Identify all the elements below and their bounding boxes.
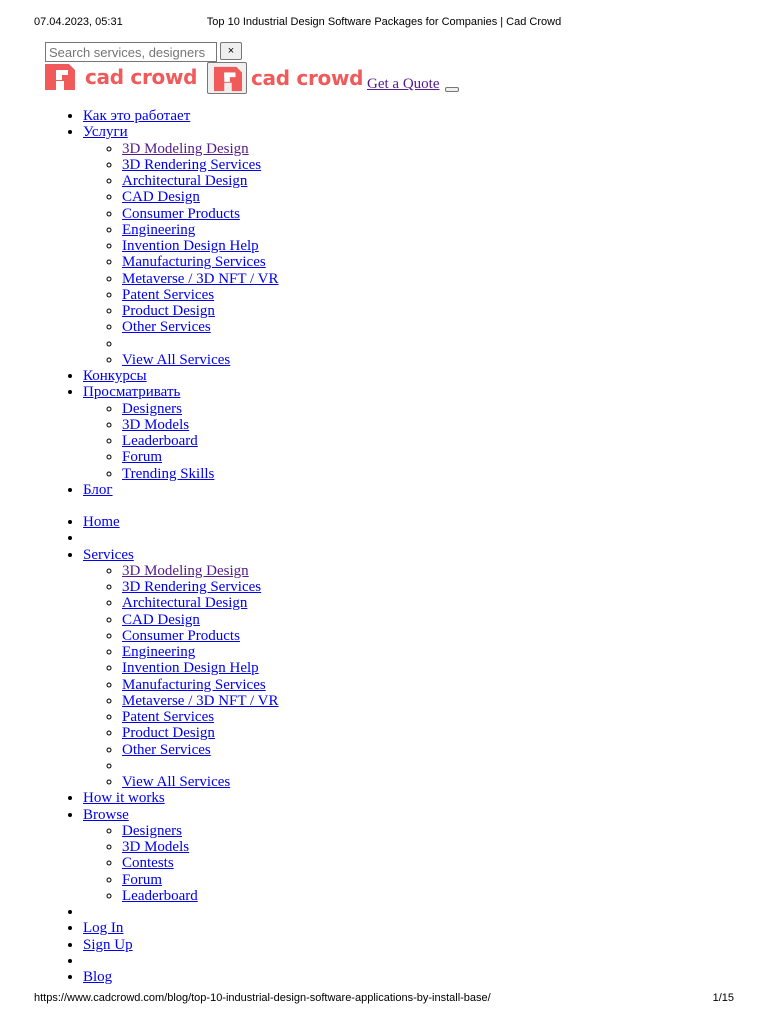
nav-how-it-works[interactable]: How it works (83, 790, 165, 807)
browse-link[interactable]: Leaderboard (122, 433, 198, 449)
service-link[interactable]: Product Design (122, 303, 215, 319)
cad-crowd-logo-icon (214, 65, 242, 93)
site-header (45, 62, 485, 96)
nav-browse[interactable]: Просматривать (83, 384, 181, 401)
browse-link[interactable]: Designers (122, 400, 182, 417)
nav-how-it-works[interactable]: Как это работает (83, 108, 191, 124)
view-all-services-link[interactable]: View All Services (122, 774, 231, 790)
service-link[interactable]: Patent Services (122, 709, 215, 725)
service-link[interactable]: CAD Design (122, 611, 200, 628)
page-url: https://www.cadcrowd.com/blog/top-10-industrial-design-software-applications-by-install-base/ (34, 992, 491, 1004)
nav-blog[interactable]: Blog (83, 969, 113, 985)
empty-list-item (122, 336, 279, 352)
browse-link[interactable]: Forum (122, 449, 163, 466)
browse-link[interactable]: 3D Models (122, 839, 190, 855)
page-number: 1/15 (712, 992, 734, 1004)
nav-log-in[interactable]: Log In (83, 920, 124, 937)
service-link[interactable]: 3D Rendering Services (122, 579, 262, 595)
browse-link[interactable]: Forum (122, 871, 163, 888)
browse-link[interactable]: 3D Models (122, 416, 190, 433)
nav-sign-up[interactable]: Sign Up (83, 936, 133, 953)
empty-list-item (83, 530, 279, 546)
service-link[interactable]: Consumer Products (122, 627, 240, 644)
service-link[interactable]: Metaverse / 3D NFT / VR (122, 270, 279, 287)
get-a-quote-link[interactable]: Get a Quote (367, 76, 440, 92)
browse-link[interactable]: Designers (122, 822, 182, 839)
service-link[interactable]: Invention Design Help (122, 238, 259, 254)
cad-crowd-logo-icon (45, 62, 75, 92)
empty-list-item (122, 758, 279, 774)
document-title: Top 10 Industrial Design Software Packages for Companies | Cad Crowd (206, 16, 562, 28)
logo-button[interactable] (207, 62, 247, 94)
browse-link[interactable]: Contests (122, 855, 174, 872)
service-link[interactable]: Other Services (122, 741, 211, 758)
browse-link[interactable]: Leaderboard (122, 887, 198, 904)
service-link[interactable]: Architectural Design (122, 173, 248, 189)
nav-blog[interactable]: Блог (83, 481, 113, 498)
service-link[interactable]: Metaverse / 3D NFT / VR (122, 692, 279, 709)
pdf-footer (34, 992, 734, 1006)
pdf-header (34, 16, 734, 30)
menu-toggle-button[interactable] (445, 87, 459, 92)
logo-link[interactable] (45, 62, 197, 92)
service-link[interactable]: Architectural Design (122, 595, 248, 612)
empty-list-item (83, 904, 279, 920)
nav-russian (45, 108, 279, 498)
search-input[interactable] (45, 42, 217, 62)
service-link[interactable]: 3D Modeling Design (122, 140, 249, 157)
close-search-button[interactable]: × (220, 42, 242, 60)
service-link[interactable]: 3D Modeling Design (122, 562, 249, 579)
nav-services[interactable]: Services (83, 546, 134, 563)
nav-english (45, 514, 279, 985)
view-all-services-link[interactable]: View All Services (122, 351, 231, 368)
service-link[interactable]: Patent Services (122, 286, 215, 303)
service-link[interactable]: Manufacturing Services (122, 254, 266, 271)
logo-wordmark: cad crowd (85, 65, 198, 89)
service-link[interactable]: Invention Design Help (122, 660, 259, 677)
logo-wordmark: cad crowd (251, 66, 364, 90)
service-link[interactable]: 3D Rendering Services (122, 156, 262, 173)
nav-browse[interactable]: Browse (83, 806, 129, 823)
service-link[interactable]: Product Design (122, 725, 215, 742)
service-link[interactable]: Other Services (122, 319, 211, 336)
nav-contests[interactable]: Конкурсы (83, 368, 147, 384)
service-link[interactable]: Engineering (122, 644, 196, 660)
service-link[interactable]: Engineering (122, 221, 196, 238)
browse-link[interactable]: Trending Skills (122, 465, 215, 482)
service-link[interactable]: Consumer Products (122, 205, 240, 222)
print-datetime: 07.04.2023, 05:31 (34, 16, 123, 28)
empty-list-item (83, 953, 279, 969)
service-link[interactable]: Manufacturing Services (122, 676, 266, 693)
nav-services[interactable]: Услуги (83, 124, 128, 141)
nav-home[interactable]: Home (83, 514, 120, 530)
service-link[interactable]: CAD Design (122, 189, 200, 206)
